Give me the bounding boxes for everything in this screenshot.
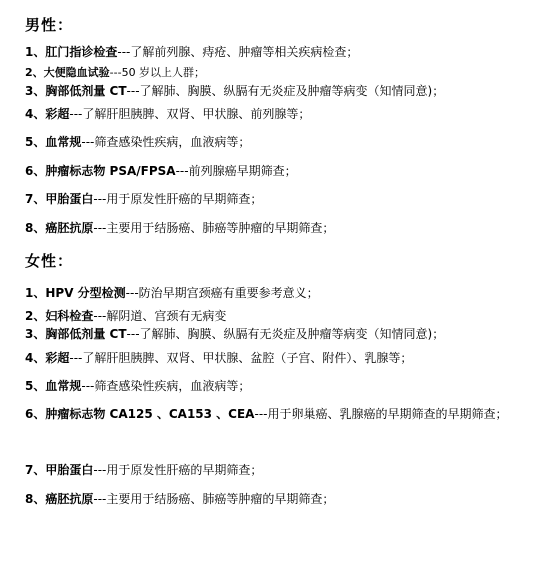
item-description: ---筛查感染性疾病，血液病等； xyxy=(81,379,251,393)
female-item-3 xyxy=(25,326,444,342)
item-number: 4、 xyxy=(25,351,46,365)
item-number: 6、 xyxy=(25,164,46,178)
female-item-5 xyxy=(25,378,250,394)
female-item-1 xyxy=(25,285,319,301)
item-number: 5、 xyxy=(25,379,46,393)
item-title: 血常规 xyxy=(45,379,82,393)
item-title: 妇科检查 xyxy=(45,309,94,323)
item-description: ---用于原发性肝癌的早期筛查； xyxy=(93,463,263,477)
item-description: ---了解肝胆胰脾、双肾、甲状腺、前列腺等； xyxy=(69,107,311,121)
item-title: 肛门指诊检查 xyxy=(45,45,118,59)
item-number: 7、 xyxy=(25,463,46,477)
item-description: ---了解前列腺、痔疮、肿瘤等相关疾病检查； xyxy=(117,45,359,59)
item-title: 肿瘤标志物 CA125 、CA153 、CEA xyxy=(45,407,255,421)
female-item-4 xyxy=(25,350,412,366)
item-description: ---了解肺、胸膜、纵膈有无炎症及肿瘤等病变（知情同意)； xyxy=(126,84,445,98)
item-description: ---用于原发性肝癌的早期筛查； xyxy=(93,192,263,206)
item-title: 血常规 xyxy=(45,135,82,149)
item-title: 胸部低剂量 CT xyxy=(45,327,127,341)
item-number: 6、 xyxy=(25,407,46,421)
item-title: 胸部低剂量 CT xyxy=(45,84,127,98)
item-description: ---用于卵巢癌、乳腺癌的早期筛查的早期筛查； xyxy=(254,407,508,421)
item-description: ---50 岁以上人群； xyxy=(109,66,206,79)
item-description: ---前列腺癌早期筛查； xyxy=(175,164,297,178)
female-item-7 xyxy=(25,462,262,478)
item-number: 2、 xyxy=(25,66,44,79)
item-number: 8、 xyxy=(25,492,46,506)
item-number: 8、 xyxy=(25,221,46,235)
female-item-6 xyxy=(25,401,535,427)
female-item-8 xyxy=(25,491,334,507)
item-number: 2、 xyxy=(25,309,46,323)
item-title: 大便隐血试验 xyxy=(43,66,110,79)
item-description: ---主要用于结肠癌、肺癌等肿瘤的早期筛查； xyxy=(93,492,335,506)
male-item-3 xyxy=(25,83,444,99)
male-heading: 男性： xyxy=(25,16,74,34)
item-number: 1、 xyxy=(25,45,46,59)
male-item-1 xyxy=(25,44,358,60)
male-item-4 xyxy=(25,106,310,122)
item-title: 甲胎蛋白 xyxy=(45,463,94,477)
item-number: 5、 xyxy=(25,135,46,149)
item-description: ---解阴道、宫颈有无病变 xyxy=(93,309,227,323)
item-number: 7、 xyxy=(25,192,46,206)
male-item-8 xyxy=(25,220,334,236)
male-item-7 xyxy=(25,191,262,207)
item-title: 甲胎蛋白 xyxy=(45,192,94,206)
item-description: ---了解肺、胸膜、纵膈有无炎症及肿瘤等病变（知情同意)； xyxy=(126,327,445,341)
item-description: ---了解肝胆胰脾、双肾、甲状腺、盆腔（子宫、附件）、乳腺等； xyxy=(69,351,413,365)
item-title: 彩超 xyxy=(45,351,70,365)
female-heading: 女性： xyxy=(25,252,74,270)
item-number: 1、 xyxy=(25,286,46,300)
male-item-6 xyxy=(25,163,297,179)
item-title: 癌胚抗原 xyxy=(45,492,94,506)
item-number: 3、 xyxy=(25,84,46,98)
item-title: 癌胚抗原 xyxy=(45,221,94,235)
item-title: 肿瘤标志物 PSA/FPSA xyxy=(45,164,176,178)
item-title: HPV 分型检测 xyxy=(45,286,126,300)
item-description: ---筛查感染性疾病，血液病等； xyxy=(81,135,251,149)
male-item-5 xyxy=(25,134,250,150)
item-number: 4、 xyxy=(25,107,46,121)
male-item-2 xyxy=(25,65,205,81)
item-title: 彩超 xyxy=(45,107,70,121)
item-description: ---防治早期宫颈癌有重要参考意义； xyxy=(125,286,319,300)
female-item-2 xyxy=(25,308,226,324)
item-description: ---主要用于结肠癌、肺癌等肿瘤的早期筛查； xyxy=(93,221,335,235)
item-number: 3、 xyxy=(25,327,46,341)
